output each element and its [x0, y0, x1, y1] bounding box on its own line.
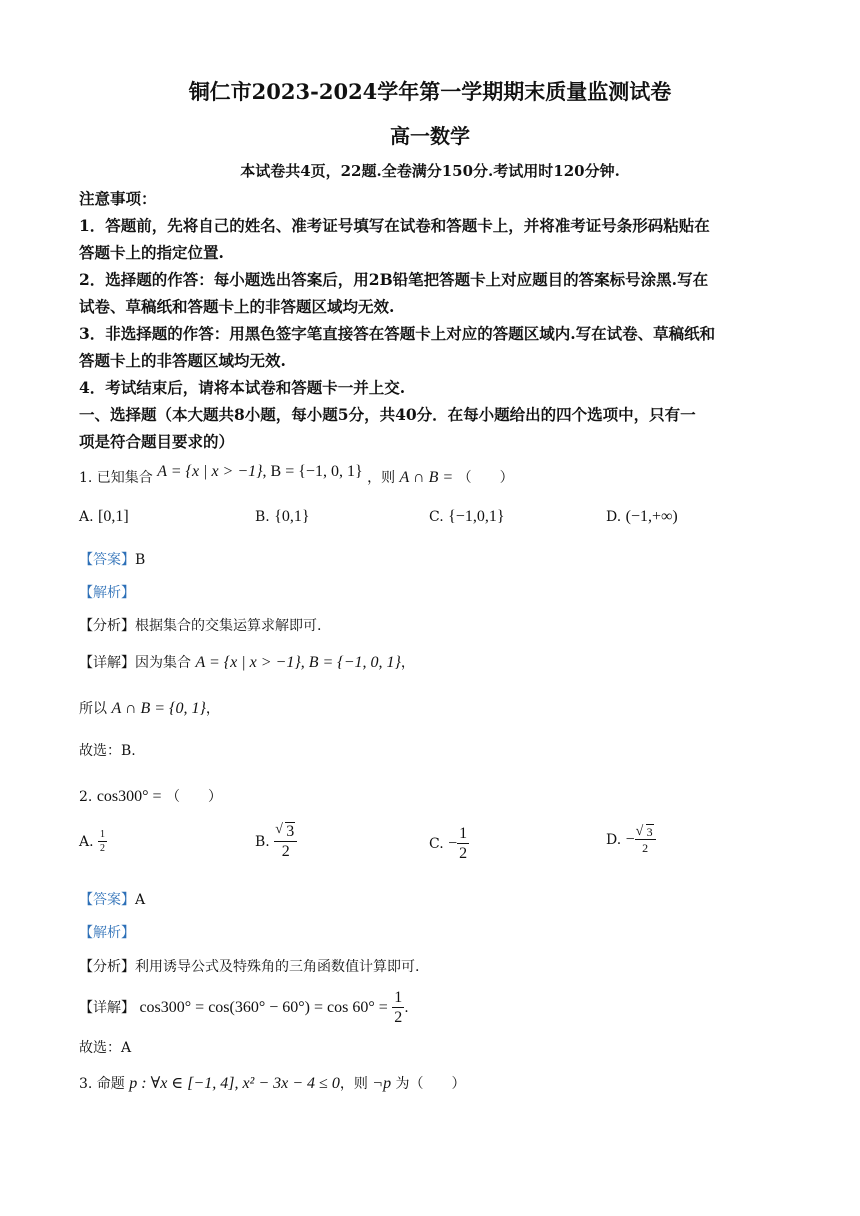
- q2-option-b-label: B.: [255, 834, 270, 850]
- q1-detail-line-2: [79, 698, 220, 718]
- q1-answer: [79, 549, 145, 569]
- q2-option-b-fraction: [274, 824, 297, 860]
- q1-detail-1-end: ，: [400, 655, 415, 671]
- q1-expression: A ∩ B =: [399, 469, 454, 486]
- q2-fenxi-tag: 【分析】: [79, 959, 135, 975]
- q1-detail-tag: 【详解】: [79, 655, 135, 671]
- q3-prefix: 3. 命题: [79, 1076, 125, 1092]
- q2-option-c-fraction: [457, 826, 469, 862]
- q2-option-c: [429, 826, 469, 862]
- q2-detail-fraction: [392, 990, 404, 1026]
- q2-option-a: [79, 830, 107, 854]
- q2-option-b-denominator: 2: [281, 843, 290, 860]
- question-1-stem: [79, 463, 514, 487]
- q1-fenxi-text: 根据集合的交集运算求解即可.: [135, 618, 322, 634]
- q1-set-a: A = {x | x > −1}: [157, 463, 263, 480]
- exam-info: 本试卷共4页，22题.全卷满分150分.考试用时120分钟.: [240, 162, 620, 180]
- q1-option-b: [255, 508, 310, 526]
- q2-option-a-numerator: 1: [100, 829, 106, 840]
- question-2-stem: [79, 786, 222, 806]
- note-3-line-2: 答题卡上的非答题区域均无效.: [79, 351, 286, 370]
- q2-fenxi: [79, 956, 419, 976]
- note-2-line-2: 试卷、草稿纸和答题卡上的非答题区域均无效.: [79, 297, 395, 316]
- q1-choose: 故选：B.: [79, 743, 136, 759]
- q1-set-b: , B = {−1, 0, 1}: [262, 463, 363, 480]
- q1-detail-1-math: A = {x | x > −1}, B = {−1, 0, 1}: [195, 654, 401, 671]
- q3-negation: ¬p: [372, 1075, 392, 1092]
- q1-suffix: ，则: [367, 470, 396, 486]
- q3-suffix: 为（ ）: [395, 1076, 466, 1092]
- q2-option-d: [606, 826, 656, 854]
- q2-option-d-fraction: [635, 826, 656, 854]
- q1-detail-2-end: ，: [205, 701, 220, 717]
- question-3-stem: [79, 1073, 466, 1093]
- q2-option-a-denominator: 2: [100, 843, 106, 854]
- q2-option-d-denominator: 2: [642, 841, 649, 855]
- q1-option-c: [429, 508, 505, 526]
- note-1-line-1: 1．答题前，先将自己的姓名、准考证号填写在试卷和答题卡上，并将准考证号条形码粘贴在: [79, 216, 710, 235]
- q2-paren: （ ）: [166, 789, 223, 805]
- q2-expression: cos300° =: [96, 788, 162, 805]
- q3-mid: ，则: [339, 1076, 368, 1092]
- q1-option-c-label: C.: [429, 509, 444, 525]
- q2-option-d-label: D.: [606, 832, 622, 848]
- q1-paren: （ ）: [457, 470, 514, 486]
- q2-detail-end: .: [404, 1000, 409, 1016]
- note-4: 4．考试结束后，请将本试卷和答题卡一并上交.: [79, 378, 406, 397]
- q1-detail-line-1: [79, 652, 415, 672]
- exam-title: 铜仁市2023-2024学年第一学期期末质量监测试卷: [188, 79, 672, 104]
- q2-option-a-label: A.: [79, 834, 94, 850]
- q1-option-c-value: {−1,0,1}: [448, 508, 505, 525]
- q1-detail-1-text: 因为集合: [135, 655, 191, 671]
- note-3-line-1: 3．非选择题的作答：用黑色签字笔直接答在答题卡上对应的答题区域内.写在试卷、草稿纸和: [79, 324, 716, 343]
- q2-detail-tag: 【详解】: [79, 1000, 135, 1016]
- q1-detail-2-text: 所以: [79, 701, 107, 717]
- q2-answer-tag: 【答案】: [79, 892, 135, 908]
- q2-option-b: [255, 824, 297, 860]
- q1-option-a-label: A.: [79, 509, 94, 525]
- q1-fenxi: [79, 615, 321, 635]
- q1-option-b-label: B.: [255, 509, 270, 525]
- q1-fenxi-tag: 【分析】: [79, 618, 135, 634]
- q1-option-d-label: D.: [606, 509, 622, 525]
- q2-option-c-sign: −: [448, 835, 458, 852]
- note-2-line-1: 2．选择题的作答：每小题选出答案后，用2B铅笔把答题卡上对应题目的答案标号涂黑.写在: [79, 270, 709, 289]
- q3-math: p : ∀x ∈ [−1, 4], x² − 3x − 4 ≤ 0: [129, 1075, 340, 1092]
- q2-fenxi-text: 利用诱导公式及特殊角的三角函数值计算即可.: [135, 959, 420, 975]
- q1-answer-value: B: [135, 552, 146, 568]
- q1-option-b-value: {0,1}: [274, 508, 310, 525]
- q1-answer-tag: 【答案】: [79, 552, 135, 568]
- q2-detail-math: cos300° = cos(360° − 60°) = cos 60° =: [139, 999, 388, 1016]
- q2-detail-numerator: 1: [394, 989, 403, 1006]
- q1-option-a-value: [0,1]: [98, 508, 129, 525]
- q2-choose: 故选：A: [79, 1040, 132, 1056]
- q2-option-b-radicand: 3: [286, 823, 295, 840]
- q1-option-d-value: (−1,+∞): [625, 508, 678, 525]
- q1-detail-2-math: A ∩ B = {0, 1}: [111, 700, 206, 717]
- q2-analysis-tag: 【解析】: [79, 925, 135, 941]
- q1-prefix: 1. 已知集合: [79, 470, 153, 486]
- exam-subject: 高一数学: [390, 124, 470, 148]
- q2-option-a-fraction: [98, 830, 107, 854]
- q2-option-d-sign: −: [625, 831, 635, 848]
- q1-option-a: [79, 508, 129, 526]
- section-1-heading-line-1: 一、选择题（本大题共8小题，每小题5分，共40分．在每小题给出的四个选项中，只有一: [79, 405, 696, 424]
- q2-detail: [79, 990, 409, 1026]
- q2-answer-value: A: [135, 892, 146, 908]
- q2-option-c-numerator: 1: [459, 825, 468, 842]
- q2-answer: [79, 889, 145, 909]
- note-1-line-2: 答题卡上的指定位置.: [79, 243, 224, 262]
- q2-option-c-denominator: 2: [459, 845, 468, 862]
- q1-analysis-tag: 【解析】: [79, 585, 135, 601]
- q1-option-d: [606, 508, 678, 526]
- q2-detail-denominator: 2: [394, 1009, 403, 1026]
- q2-prefix: 2.: [79, 789, 93, 805]
- q2-option-d-radicand: 3: [646, 825, 653, 839]
- notes-heading: 注意事项：: [79, 189, 157, 208]
- q2-option-c-label: C.: [429, 836, 444, 852]
- section-1-heading-line-2: 项是符合题目要求的）: [79, 432, 235, 451]
